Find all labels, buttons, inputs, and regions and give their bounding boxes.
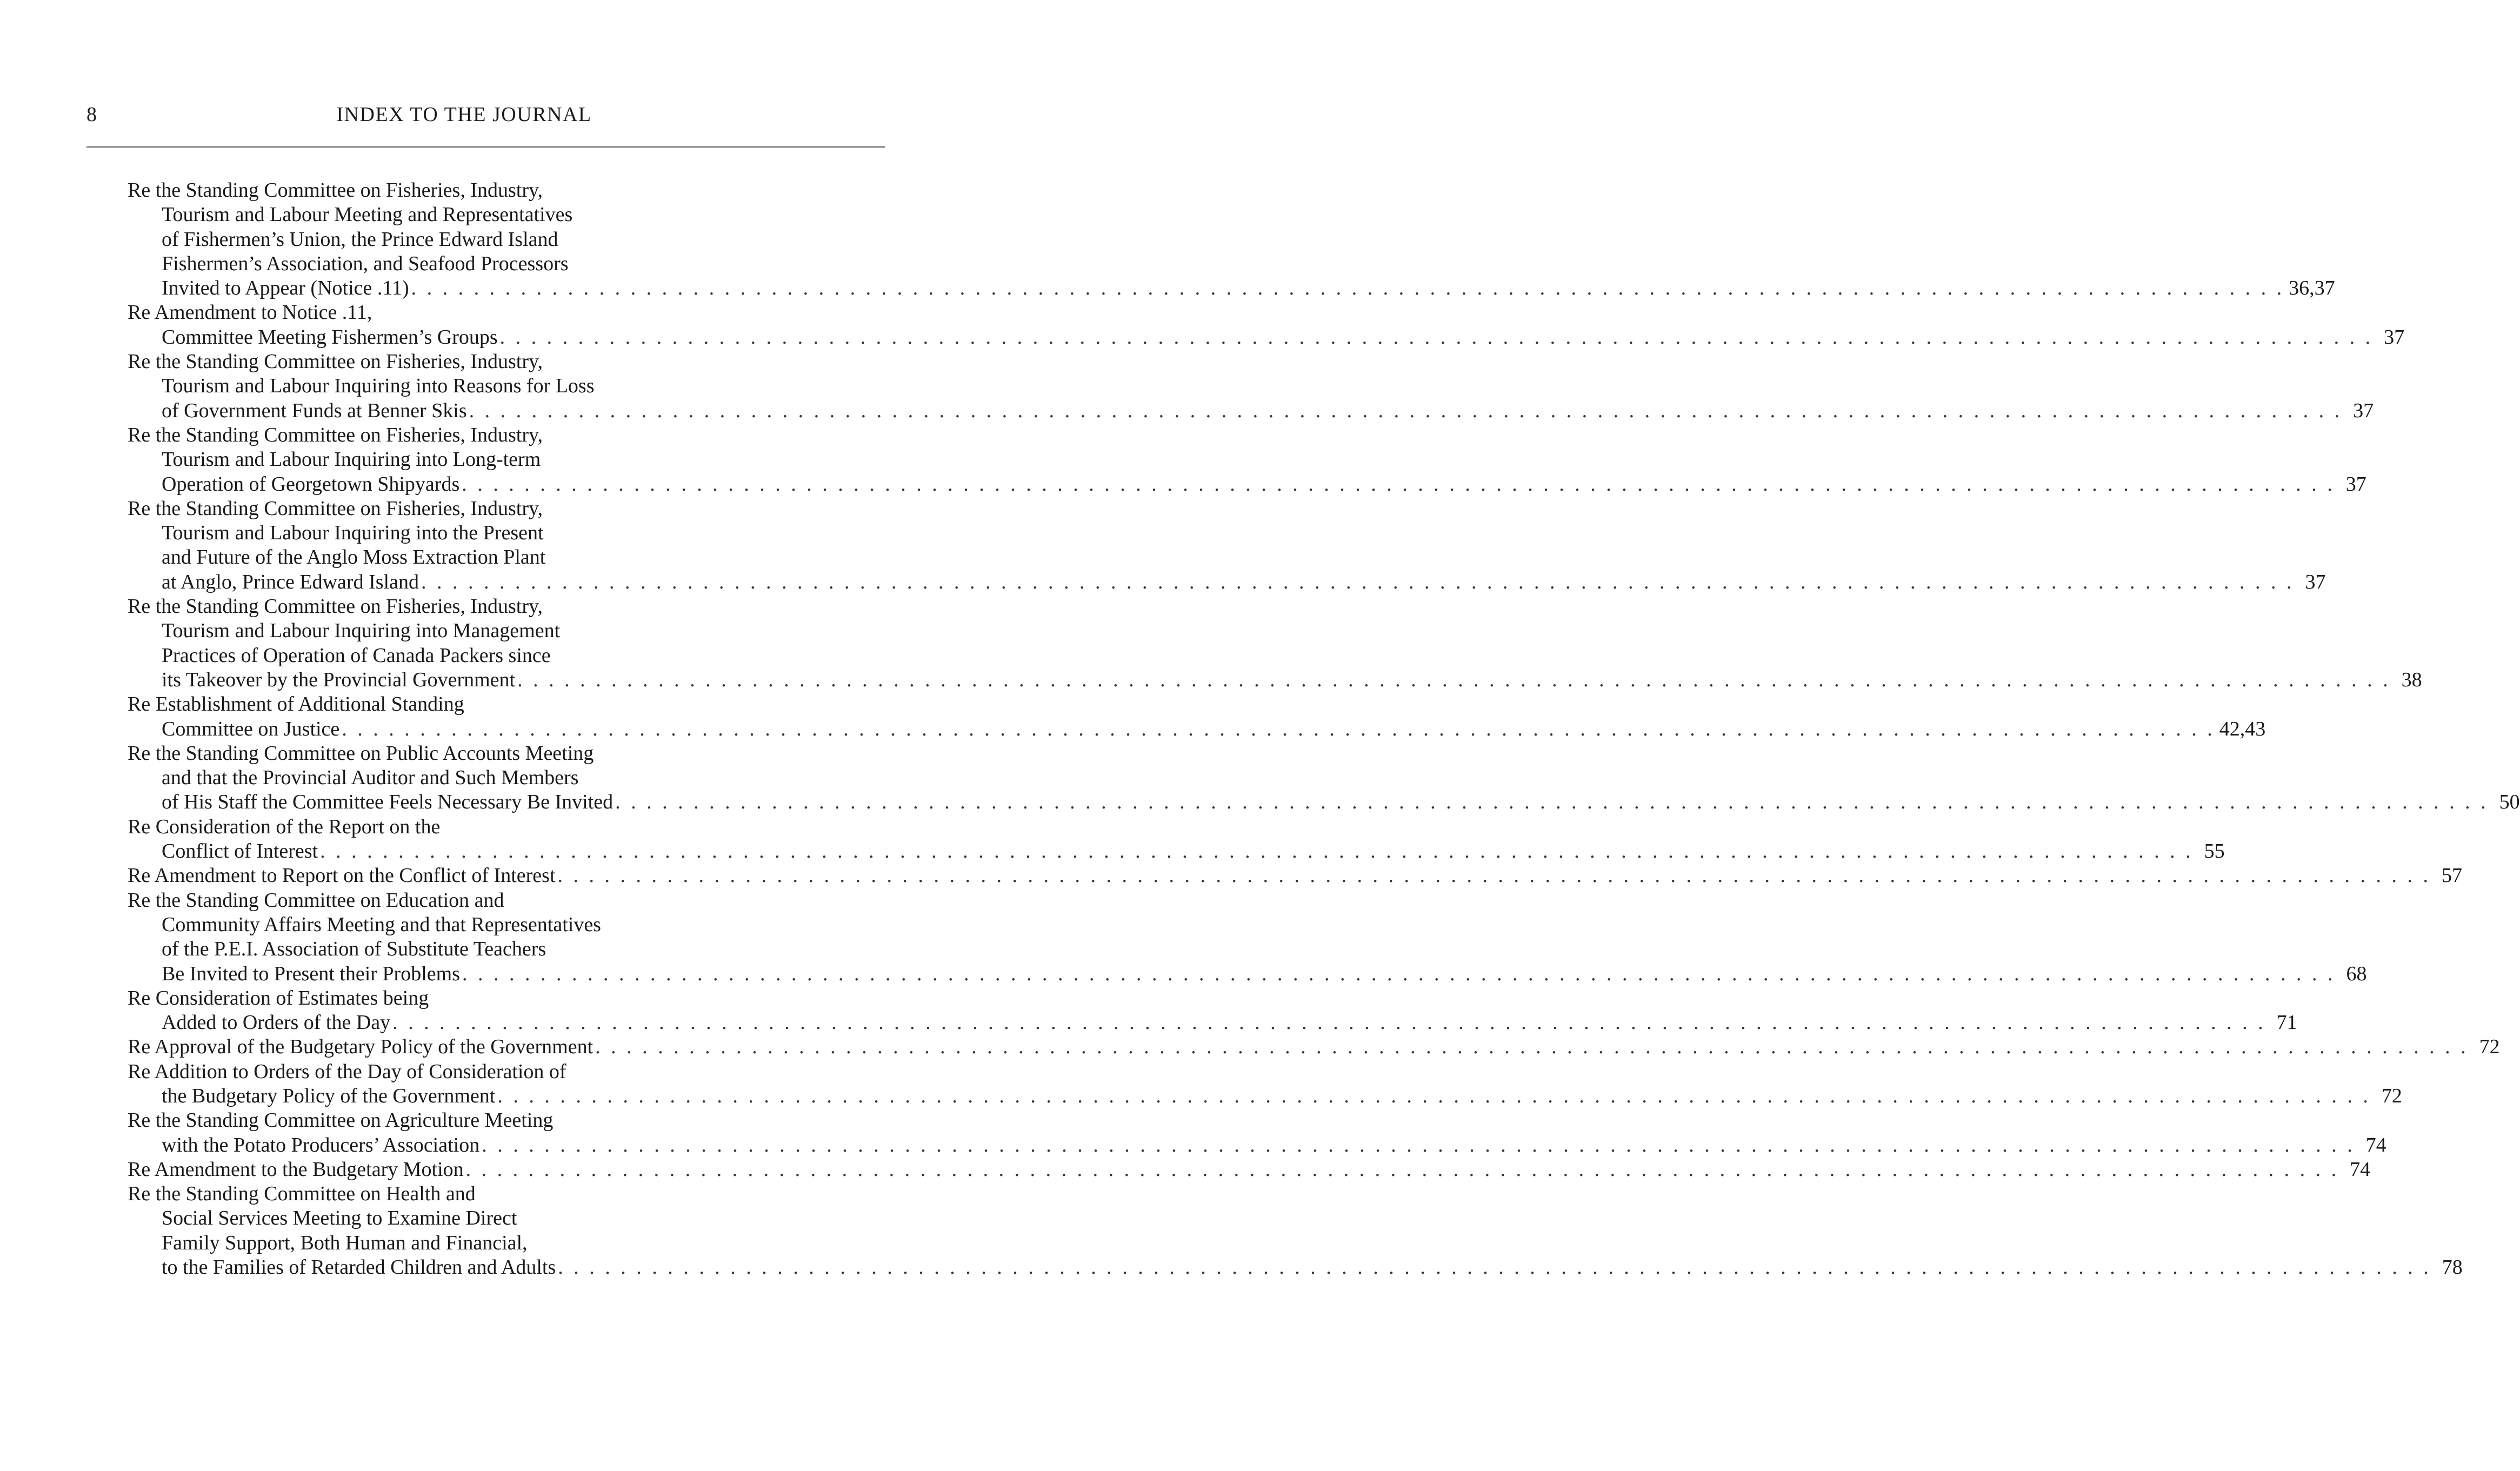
entry-continuation-line [128,1133,2386,1158]
dot-leader: . . . . . . . . . . . . . . . . . . . . . . . . . . . . . . . . . . . . . . . . . . . . . . . . . . . . . . . . . . . . . . . . . . . . . . . . . . . . . . . . . . . . . . . . . . . . . . . . . . . . . . . . . . . . . . . . . . . . . . . . [497,1084,2371,1107]
dot-leader: . . . . . . . . . . . . . . . . . . . . . . . . . . . . . . . . . . . . . . . . . . . . . . . . . . . . . . . . . . . . . . . . . . . . . . . . . . . . . . . . . . . . . . . . . . . . . . . . . . . . . . . . . . . . . . . . . . . . . . . . [595,1035,2469,1059]
entry-heading-line: Re Amendment to Notice .11, [128,301,372,324]
entry-continuation-line: Fishermen’s Association, and Seafood Processors [162,252,569,275]
index-entry [128,350,2374,423]
page-reference: 37 [2353,399,2374,422]
entry-continuation-line: Social Services Meeting to Examine Direct [162,1207,517,1230]
index-entry [128,1182,2463,1280]
dot-leader: . . . . . . . . . . . . . . . . . . . . . . . . . . . . . . . . . . . . . . . . . . . . . . . . . . . . . . . . . . . . . . . . . . . . . . . . . . . . . . . . . . . . . . . . . . . . . . . . . . . . . . . . . . . . . . . . . . . . . . . . [499,325,2374,349]
page-reference: 72 [2381,1084,2402,1107]
dot-leader: . . . . . . . . . . . . . . . . . . . . . . . . . . . . . . . . . . . . . . . . . . . . . . . . . . . . . . . . . . . . . . . . . . . . . . . . . . . . . . . . . . . . . . . . . . . . . . . . . . . . . . . . . . . . . . . . . . . . . . . . [392,1011,2266,1034]
entry-heading-line: Re Consideration of Estimates being [128,986,429,1009]
entry-heading-line: Re the Standing Committee on Public Accounts Meeting [128,741,594,765]
page-reference: 42,43 [2219,717,2266,740]
entry-heading-line: Re the Standing Committee on Education and [128,888,504,912]
entry-text: Committee on Justice [162,717,340,740]
entry-text: with the Potato Producers’ Association [162,1133,480,1156]
index-entry [128,1158,2371,1182]
entry-text: Be Invited to Present their Problems [162,962,460,985]
page-reference: 74 [2350,1158,2371,1181]
entry-continuation-line [128,570,2326,594]
dot-leader: . . . . . . . . . . . . . . . . . . . . . . . . . . . . . . . . . . . . . . . . . . . . . . . . . . . . . . . . . . . . . . . . . . . . . . . . . . . . . . . . . . . . . . . . . . . . . . . . . . . . . . . . . . . . . . . . . . . . . . . . [557,864,2431,887]
entry-continuation-line: Tourism and Labour Meeting and Representatives [162,203,573,226]
dot-leader: . . . . . . . . . . . . . . . . . . . . . . . . . . . . . . . . . . . . . . . . . . . . . . . . . . . . . . . . . . . . . . . . . . . . . . . . . . . . . . . . . . . . . . . . . . . . . . . . . . . . . . . . . . . . . . . . . . . . . . . . [465,1158,2339,1181]
entry-heading-line [128,1158,2371,1182]
entry-heading-line: Re Establishment of Additional Standing [128,693,464,716]
entry-continuation-line: of Fishermen’s Union, the Prince Edward Island [162,228,558,251]
page-reference: 38 [2401,668,2422,691]
page-reference: 36,37 [2289,277,2335,300]
entry-heading-line: Re the Standing Committee on Fisheries, Industry, [128,423,543,446]
dot-leader: . . . . . . . . . . . . . . . . . . . . . . . . . . . . . . . . . . . . . . . . . . . . . . . . . . . . . . . . . . . . . . . . . . . . . . . . . . . . . . . . . . . . . . . . . . . . . . . . . . . . . . . . . . . . . . . . . . . . . . . . [615,791,2489,814]
entry-heading-line: Re the Standing Committee on Fisheries, Industry, [128,595,543,618]
dot-leader: . . . . . . . . . . . . . . . . . . . . . . . . . . . . . . . . . . . . . . . . . . . . . . . . . . . . . . . . . . . . . . . . . . . . . . . . . . . . . . . . . . . . . . . . . . . . . . . . . . . . . . . . . . . . . . . . . . . . . . . . [462,472,2335,496]
entry-heading-line: Re the Standing Committee on Agriculture Meeting [128,1109,554,1132]
entry-continuation-line: and Future of the Anglo Moss Extraction Plant [162,546,546,569]
entry-continuation-line [128,1255,2463,1280]
dot-leader: . . . . . . . . . . . . . . . . . . . . . . . . . . . . . . . . . . . . . . . . . . . . . . . . . . . . . . . . . . . . . . . . . . . . . . . . . . . . . . . . . . . . . . . . . . . . . . . . . . . . . . . . . . . . . . . . . . . . . . . . [469,399,2343,422]
entry-text: Re Amendment to Report on the Conflict of Interest [128,864,556,887]
entry-text: Conflict of Interest [162,840,318,863]
entry-continuation-line [128,325,2405,350]
entry-continuation-line [128,717,2266,741]
entry-continuation-line [128,472,2366,497]
entry-continuation-line [128,1011,2297,1035]
entry-continuation-line: Tourism and Labour Inquiring into the Present [162,521,544,545]
running-head: INDEX TO THE JOURNAL [336,103,592,126]
entry-text: its Takeover by the Provincial Government [162,668,516,691]
entry-heading-line: Re the Standing Committee on Health and [128,1182,476,1206]
entry-heading-line: Re Addition to Orders of the Day of Consideration of [128,1060,566,1083]
entry-continuation-line: Tourism and Labour Inquiring into Management [162,619,561,643]
index-entry [128,692,2266,741]
entry-text: of Government Funds at Benner Skis [162,399,467,422]
index-entry [128,1060,2402,1109]
page-reference: 50 [2499,791,2520,814]
index-entry [128,888,2367,986]
index-entry [128,178,2335,300]
entry-heading-line: Re Consideration of the Report on the [128,815,441,838]
dot-leader: . . . . . . . . . . . . . . . . . . . . . . . . . . . . . . . . . . . . . . . . . . . . . . . . . . . . . . . . . . . . . . . . . . . . . . . . . . . . . . . . . . . . . . . . . . . . . . . . . . . . . . . . . . . . . . . . . . . . . . . . [421,570,2295,593]
entry-heading-line: Re the Standing Committee on Fisheries, Industry, [128,497,543,520]
page-number: 8 [86,103,97,126]
entry-heading-line [128,1035,2500,1059]
page-reference: 37 [2345,472,2366,496]
entry-text: Committee Meeting Fishermen’s Groups [162,325,498,349]
entry-continuation-line [128,962,2367,986]
entry-continuation-line: Family Support, Both Human and Financial, [162,1231,528,1254]
page-reference: 57 [2442,864,2463,887]
dot-leader: . . . . . . . . . . . . . . . . . . . . . . . . . . . . . . . . . . . . . . . . . . . . . . . . . . . . . . . . . . . . . . . . . . . . . . . . . . . . . . . . . . . . . . . . . . . . . . . . . . . . . . . . . . . . . . . . . . . . . . . . [342,717,2215,740]
dot-leader: . . . . . . . . . . . . . . . . . . . . . . . . . . . . . . . . . . . . . . . . . . . . . . . . . . . . . . . . . . . . . . . . . . . . . . . . . . . . . . . . . . . . . . . . . . . . . . . . . . . . . . . . . . . . . . . . . . . . . . . . [558,1256,2431,1279]
dot-leader: . . . . . . . . . . . . . . . . . . . . . . . . . . . . . . . . . . . . . . . . . . . . . . . . . . . . . . . . . . . . . . . . . . . . . . . . . . . . . . . . . . . . . . . . . . . . . . . . . . . . . . . . . . . . . . . . . . . . . . . . [411,277,2285,300]
entry-continuation-line [128,668,2422,692]
page-reference: 55 [2204,840,2225,863]
index-entry [128,986,2297,1035]
page-reference: 74 [2365,1133,2386,1156]
index-entry [128,1035,2500,1059]
entry-continuation-line: Tourism and Labour Inquiring into Reasons for Loss [162,375,595,398]
entry-text: the Budgetary Policy of the Government [162,1084,496,1107]
dot-leader: . . . . . . . . . . . . . . . . . . . . . . . . . . . . . . . . . . . . . . . . . . . . . . . . . . . . . . . . . . . . . . . . . . . . . . . . . . . . . . . . . . . . . . . . . . . . . . . . . . . . . . . . . . . . . . . . . . . . . . . . [462,962,2336,985]
entry-text: Invited to Appear (Notice .11) [162,277,409,300]
index-entry [128,864,2463,888]
index-entry [128,497,2326,594]
index-entry [128,423,2366,497]
entry-continuation-line [128,276,2335,300]
page-reference: 72 [2479,1035,2500,1059]
index-entry [128,594,2422,692]
dot-leader: . . . . . . . . . . . . . . . . . . . . . . . . . . . . . . . . . . . . . . . . . . . . . . . . . . . . . . . . . . . . . . . . . . . . . . . . . . . . . . . . . . . . . . . . . . . . . . . . . . . . . . . . . . . . . . . . . . . . . . . . [482,1133,2355,1156]
page-reference: 37 [2305,570,2326,593]
entry-continuation-line: and that the Provincial Auditor and Such Members [162,766,579,790]
dot-leader: . . . . . . . . . . . . . . . . . . . . . . . . . . . . . . . . . . . . . . . . . . . . . . . . . . . . . . . . . . . . . . . . . . . . . . . . . . . . . . . . . . . . . . . . . . . . . . . . . . . . . . . . . . . . . . . . . . . . . . . . [320,840,2194,863]
entry-text: Operation of Georgetown Shipyards [162,472,460,496]
index-entry [128,1108,2386,1158]
entry-text: of His Staff the Committee Feels Necessary Be Invited [162,791,614,814]
entry-text: Added to Orders of the Day [162,1011,391,1034]
entry-continuation-line [128,790,2520,814]
page-reference: 71 [2276,1011,2297,1034]
entry-continuation-line: Community Affairs Meeting and that Representatives [162,913,601,936]
index-list [128,178,2520,1280]
entry-heading-line: Re the Standing Committee on Fisheries, Industry, [128,179,543,202]
index-entry [128,815,2225,864]
entry-continuation-line: of the P.E.I. Association of Substitute Teachers [162,938,546,961]
entry-heading-line [128,864,2463,888]
entry-continuation-line [128,399,2374,423]
entry-heading-line: Re the Standing Committee on Fisheries, Industry, [128,350,543,373]
entry-continuation-line: Tourism and Labour Inquiring into Long-term [162,448,541,471]
index-entry [128,300,2405,350]
page-reference: 78 [2442,1256,2463,1279]
entry-text: Re Amendment to the Budgetary Motion [128,1158,464,1181]
header-rule [86,146,885,148]
entry-text: at Anglo, Prince Edward Island [162,570,419,593]
page-reference: 68 [2346,962,2367,985]
entry-continuation-line: Practices of Operation of Canada Packers since [162,644,551,667]
entry-continuation-line [128,1084,2402,1108]
page-reference: 37 [2384,325,2405,349]
entry-continuation-line [128,839,2225,864]
entry-text: Re Approval of the Budgetary Policy of the Government [128,1035,594,1059]
dot-leader: . . . . . . . . . . . . . . . . . . . . . . . . . . . . . . . . . . . . . . . . . . . . . . . . . . . . . . . . . . . . . . . . . . . . . . . . . . . . . . . . . . . . . . . . . . . . . . . . . . . . . . . . . . . . . . . . . . . . . . . . [517,668,2391,691]
index-entry [128,741,2520,815]
entry-text: to the Families of Retarded Children and Adults [162,1256,556,1279]
